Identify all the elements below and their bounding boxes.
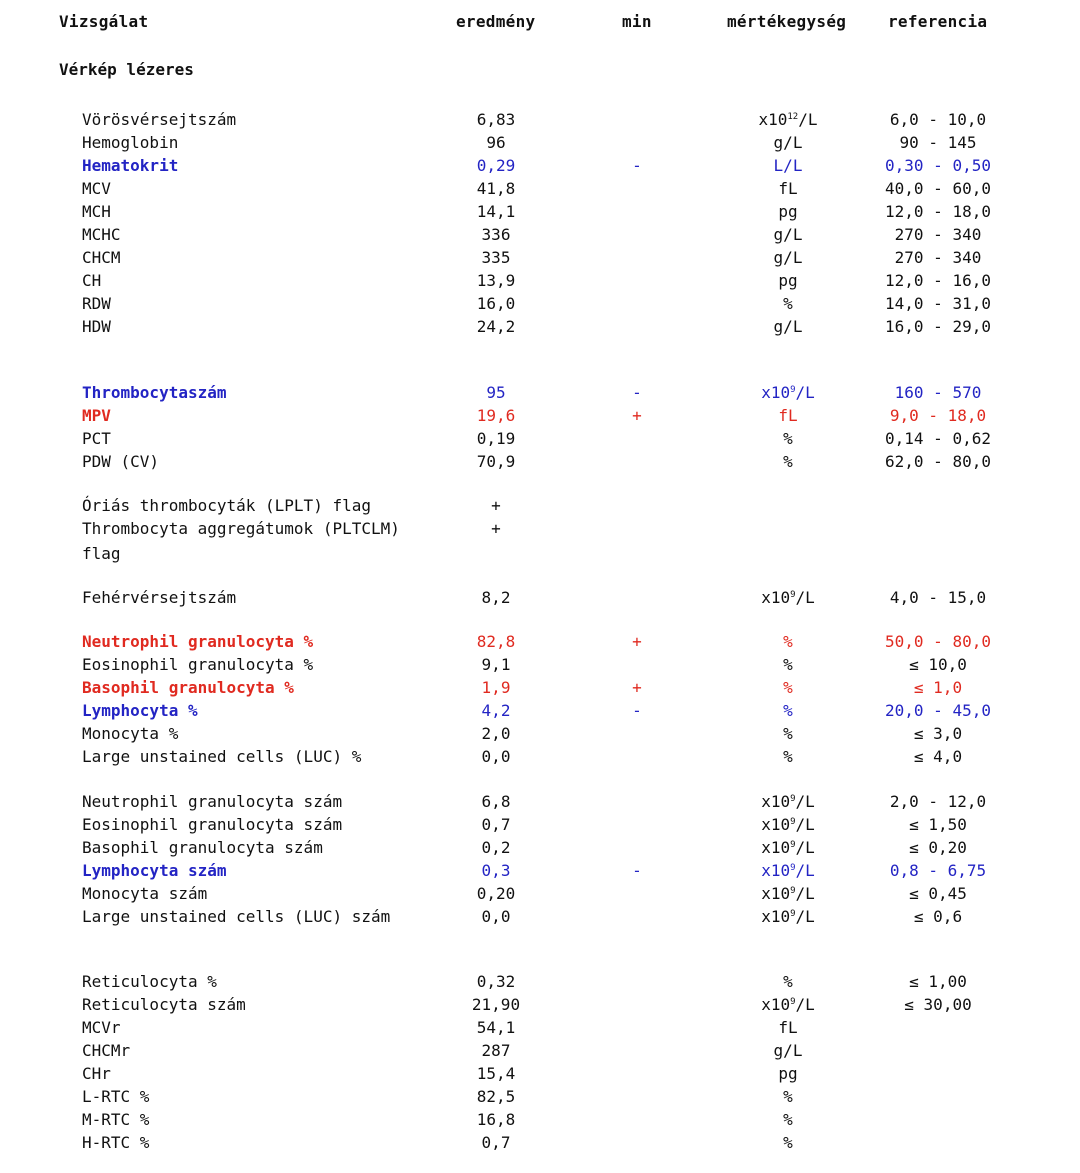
test-name: CHCM	[82, 248, 121, 267]
unit-label	[738, 905, 838, 928]
test-name: RDW	[82, 294, 111, 313]
unit-base: %	[783, 678, 793, 697]
unit-label	[738, 1108, 838, 1131]
test-name: Neutrophil granulocyta szám	[82, 792, 343, 811]
result-value: 16,8	[476, 1110, 516, 1129]
header-reference: referencia	[888, 12, 988, 31]
table-row	[0, 586, 1080, 609]
unit-exponent: 9	[790, 840, 796, 850]
unit-base: %	[783, 1133, 793, 1152]
min-flag: -	[632, 156, 642, 175]
result-value: 0,29	[476, 156, 516, 175]
result-value: 8,2	[481, 588, 511, 607]
unit-label	[738, 1039, 838, 1062]
unit-label	[738, 404, 838, 427]
unit-label	[738, 177, 838, 200]
result-value: 1,9	[481, 678, 511, 697]
test-name: Thrombocytaszám	[82, 383, 227, 402]
unit-tail: /L	[795, 792, 815, 811]
reference-range: 0,30 - 0,50	[885, 156, 991, 175]
table-row	[0, 223, 1080, 246]
result-value: 41,8	[476, 179, 516, 198]
reference-range: 270 - 340	[894, 248, 982, 267]
table-row	[0, 269, 1080, 292]
result-value: 2,0	[481, 724, 511, 743]
unit-exponent: 9	[790, 997, 796, 1007]
result-value: 9,1	[481, 655, 511, 674]
test-name: Basophil granulocyta szám	[82, 838, 323, 857]
test-name: CHr	[82, 1064, 111, 1083]
result-value: 0,7	[481, 1133, 511, 1152]
unit-label	[738, 790, 838, 813]
result-value: 0,3	[481, 861, 511, 880]
unit-base: x10	[761, 588, 791, 607]
reference-range: ≤ 0,45	[909, 884, 967, 903]
header-min: min	[622, 12, 652, 31]
test-name: Reticulocyta %	[82, 972, 217, 991]
result-value: 21,90	[471, 995, 521, 1014]
unit-base: %	[783, 294, 793, 313]
header-unit: mértékegység	[727, 12, 847, 31]
unit-base: %	[783, 701, 793, 720]
table-row	[0, 745, 1080, 768]
reference-range: ≤ 1,0	[913, 678, 963, 697]
table-row	[0, 315, 1080, 338]
reference-range: 50,0 - 80,0	[885, 632, 991, 651]
reference-range: 90 - 145	[899, 133, 977, 152]
test-name: Neutrophil granulocyta %	[82, 632, 314, 651]
unit-base: %	[783, 747, 793, 766]
unit-label	[738, 315, 838, 338]
result-value: 13,9	[476, 271, 516, 290]
reference-range: 270 - 340	[894, 225, 982, 244]
test-name: Eosinophil granulocyta szám	[82, 815, 343, 834]
unit-label	[738, 223, 838, 246]
result-value: 336	[481, 225, 511, 244]
table-row	[0, 676, 1080, 699]
test-name: Basophil granulocyta %	[82, 678, 294, 697]
reference-range: ≤ 1,50	[909, 815, 967, 834]
unit-label	[738, 108, 838, 131]
unit-base: %	[783, 429, 793, 448]
unit-label	[738, 676, 838, 699]
unit-label	[738, 745, 838, 768]
unit-base: x10	[761, 838, 791, 857]
unit-label	[738, 859, 838, 882]
table-row	[0, 427, 1080, 450]
unit-base: g/L	[773, 317, 803, 336]
table-row	[0, 905, 1080, 928]
reference-range: ≤ 4,0	[913, 747, 963, 766]
result-value: 16,0	[476, 294, 516, 313]
unit-base: g/L	[773, 248, 803, 267]
unit-base: %	[783, 724, 793, 743]
unit-base: g/L	[773, 133, 803, 152]
table-row	[0, 1085, 1080, 1108]
unit-exponent: 9	[790, 590, 796, 600]
reference-range: ≤ 30,00	[904, 995, 972, 1014]
unit-exponent: 9	[790, 863, 796, 873]
reference-range: 0,14 - 0,62	[885, 429, 991, 448]
min-flag: -	[632, 861, 642, 880]
reference-range: 62,0 - 80,0	[885, 452, 991, 471]
result-value: 0,2	[481, 838, 511, 857]
unit-label	[738, 427, 838, 450]
unit-exponent: 9	[790, 794, 796, 804]
reference-range: 2,0 - 12,0	[889, 792, 987, 811]
result-value: 0,0	[481, 907, 511, 926]
test-name: Eosinophil granulocyta %	[82, 655, 314, 674]
unit-label	[738, 292, 838, 315]
unit-tail: /L	[795, 383, 815, 402]
unit-base: x10	[761, 792, 791, 811]
unit-base: g/L	[773, 225, 803, 244]
test-name: Monocyta szám	[82, 884, 208, 903]
test-name: CH	[82, 271, 102, 290]
unit-base: fL	[778, 406, 798, 425]
unit-label	[738, 882, 838, 905]
unit-exponent: 9	[790, 817, 796, 827]
result-value: 95	[486, 383, 506, 402]
unit-base: %	[783, 632, 793, 651]
unit-tail: /L	[795, 995, 815, 1014]
unit-label	[738, 1085, 838, 1108]
table-row	[0, 1016, 1080, 1039]
test-name: PDW (CV)	[82, 452, 160, 471]
unit-exponent: 9	[790, 385, 796, 395]
test-name: flag	[82, 544, 121, 563]
reference-range: 9,0 - 18,0	[889, 406, 987, 425]
table-row	[0, 699, 1080, 722]
unit-base: %	[783, 655, 793, 674]
table-row	[0, 131, 1080, 154]
reference-range: ≤ 0,20	[909, 838, 967, 857]
unit-tail: /L	[795, 884, 815, 903]
test-name: H-RTC %	[82, 1133, 150, 1152]
unit-exponent: 9	[790, 886, 796, 896]
unit-base: x10	[761, 884, 791, 903]
result-value: 4,2	[481, 701, 511, 720]
unit-label	[738, 1016, 838, 1039]
unit-label	[738, 970, 838, 993]
unit-base: x10	[761, 815, 791, 834]
result-value: 82,8	[476, 632, 516, 651]
result-value: +	[491, 496, 501, 515]
test-name: MCH	[82, 202, 111, 221]
result-value: 0,32	[476, 972, 516, 991]
table-row	[0, 292, 1080, 315]
unit-base: g/L	[773, 1041, 803, 1060]
test-name: Hemoglobin	[82, 133, 179, 152]
reference-range: ≤ 0,6	[913, 907, 963, 926]
reference-range: 0,8 - 6,75	[889, 861, 987, 880]
result-value: 0,19	[476, 429, 516, 448]
unit-base: %	[783, 452, 793, 471]
unit-label	[738, 450, 838, 473]
reference-range: 6,0 - 10,0	[889, 110, 987, 129]
unit-base: x10	[761, 861, 791, 880]
table-row	[0, 722, 1080, 745]
unit-label	[738, 131, 838, 154]
unit-tail: /L	[795, 907, 815, 926]
test-name: Vörösvérsejtszám	[82, 110, 237, 129]
unit-tail: /L	[795, 861, 815, 880]
unit-tail: /L	[795, 815, 815, 834]
test-name: Lymphocyta %	[82, 701, 198, 720]
unit-base: %	[783, 972, 793, 991]
unit-base: x10	[758, 110, 788, 129]
reference-range: 20,0 - 45,0	[885, 701, 991, 720]
test-name: Large unstained cells (LUC) %	[82, 747, 362, 766]
unit-label	[738, 269, 838, 292]
test-name: Reticulocyta szám	[82, 995, 246, 1014]
table-row	[0, 1131, 1080, 1154]
unit-label	[738, 1062, 838, 1085]
table-row	[0, 517, 1080, 540]
unit-base: x10	[761, 907, 791, 926]
result-value: 19,6	[476, 406, 516, 425]
test-name: CHCMr	[82, 1041, 131, 1060]
test-name: MCVr	[82, 1018, 121, 1037]
table-row	[0, 1039, 1080, 1062]
unit-exponent: 12	[787, 112, 799, 122]
min-flag: -	[632, 701, 642, 720]
result-value: +	[491, 519, 501, 538]
test-name: Lymphocyta szám	[82, 861, 227, 880]
table-row	[0, 246, 1080, 269]
test-name: MCV	[82, 179, 111, 198]
test-name: Óriás thrombocyták (LPLT) flag	[82, 496, 371, 515]
unit-label	[738, 586, 838, 609]
result-value: 0,0	[481, 747, 511, 766]
result-value: 24,2	[476, 317, 516, 336]
table-row	[0, 404, 1080, 427]
unit-label	[738, 246, 838, 269]
unit-tail: /L	[795, 588, 815, 607]
unit-base: pg	[778, 202, 798, 221]
test-name: MCHC	[82, 225, 121, 244]
result-value: 287	[481, 1041, 511, 1060]
unit-base: %	[783, 1087, 793, 1106]
table-row	[0, 813, 1080, 836]
unit-label	[738, 381, 838, 404]
result-value: 15,4	[476, 1064, 516, 1083]
test-name: Fehérvérsejtszám	[82, 588, 237, 607]
table-row	[0, 859, 1080, 882]
table-row	[0, 450, 1080, 473]
result-value: 6,83	[476, 110, 516, 129]
unit-base: %	[783, 1110, 793, 1129]
test-name: PCT	[82, 429, 111, 448]
table-row	[0, 108, 1080, 131]
reference-range: ≤ 3,0	[913, 724, 963, 743]
unit-base: fL	[778, 179, 798, 198]
result-value: 0,7	[481, 815, 511, 834]
table-row	[0, 200, 1080, 223]
test-name: MPV	[82, 406, 111, 425]
reference-range: 160 - 570	[894, 383, 982, 402]
reference-range: 12,0 - 18,0	[885, 202, 991, 221]
min-flag: +	[632, 678, 642, 697]
reference-range: 12,0 - 16,0	[885, 271, 991, 290]
table-row	[0, 790, 1080, 813]
test-name: HDW	[82, 317, 111, 336]
unit-label	[738, 1131, 838, 1154]
unit-base: x10	[761, 383, 791, 402]
table-row	[0, 653, 1080, 676]
table-row	[0, 177, 1080, 200]
reference-range: 40,0 - 60,0	[885, 179, 991, 198]
reference-range: ≤ 1,00	[909, 972, 967, 991]
test-name: L-RTC %	[82, 1087, 150, 1106]
unit-base: pg	[778, 1064, 798, 1083]
unit-tail: /L	[798, 110, 818, 129]
table-row	[0, 993, 1080, 1016]
result-value: 0,20	[476, 884, 516, 903]
table-row	[0, 494, 1080, 517]
min-flag: +	[632, 632, 642, 651]
header-result: eredmény	[456, 12, 536, 31]
unit-label	[738, 993, 838, 1016]
unit-exponent: 9	[790, 909, 796, 919]
table-row	[0, 542, 1080, 565]
result-value: 54,1	[476, 1018, 516, 1037]
table-row	[0, 154, 1080, 177]
unit-label	[738, 836, 838, 859]
unit-tail: /L	[795, 838, 815, 857]
unit-base: fL	[778, 1018, 798, 1037]
unit-label	[738, 630, 838, 653]
test-name: Monocyta %	[82, 724, 179, 743]
table-row	[0, 381, 1080, 404]
test-name: Large unstained cells (LUC) szám	[82, 907, 391, 926]
section-title: Vérkép lézeres	[59, 60, 194, 79]
reference-range: 14,0 - 31,0	[885, 294, 991, 313]
unit-label	[738, 200, 838, 223]
result-value: 335	[481, 248, 511, 267]
unit-base: pg	[778, 271, 798, 290]
reference-range: 4,0 - 15,0	[889, 588, 987, 607]
result-value: 70,9	[476, 452, 516, 471]
table-row	[0, 630, 1080, 653]
min-flag: +	[632, 406, 642, 425]
unit-label	[738, 154, 838, 177]
unit-label	[738, 722, 838, 745]
table-row	[0, 970, 1080, 993]
unit-base: L/L	[773, 156, 803, 175]
unit-label	[738, 813, 838, 836]
table-row	[0, 882, 1080, 905]
result-value: 6,8	[481, 792, 511, 811]
header-test: Vizsgálat	[59, 12, 149, 31]
test-name: M-RTC %	[82, 1110, 150, 1129]
test-name: Hematokrit	[82, 156, 179, 175]
unit-label	[738, 699, 838, 722]
table-row	[0, 1108, 1080, 1131]
unit-label	[738, 653, 838, 676]
table-row	[0, 1062, 1080, 1085]
min-flag: -	[632, 383, 642, 402]
reference-range: ≤ 10,0	[909, 655, 967, 674]
table-row	[0, 836, 1080, 859]
result-value: 96	[486, 133, 506, 152]
result-value: 14,1	[476, 202, 516, 221]
reference-range: 16,0 - 29,0	[885, 317, 991, 336]
unit-base: x10	[761, 995, 791, 1014]
test-name: Thrombocyta aggregátumok (PLTCLM)	[82, 519, 400, 538]
result-value: 82,5	[476, 1087, 516, 1106]
